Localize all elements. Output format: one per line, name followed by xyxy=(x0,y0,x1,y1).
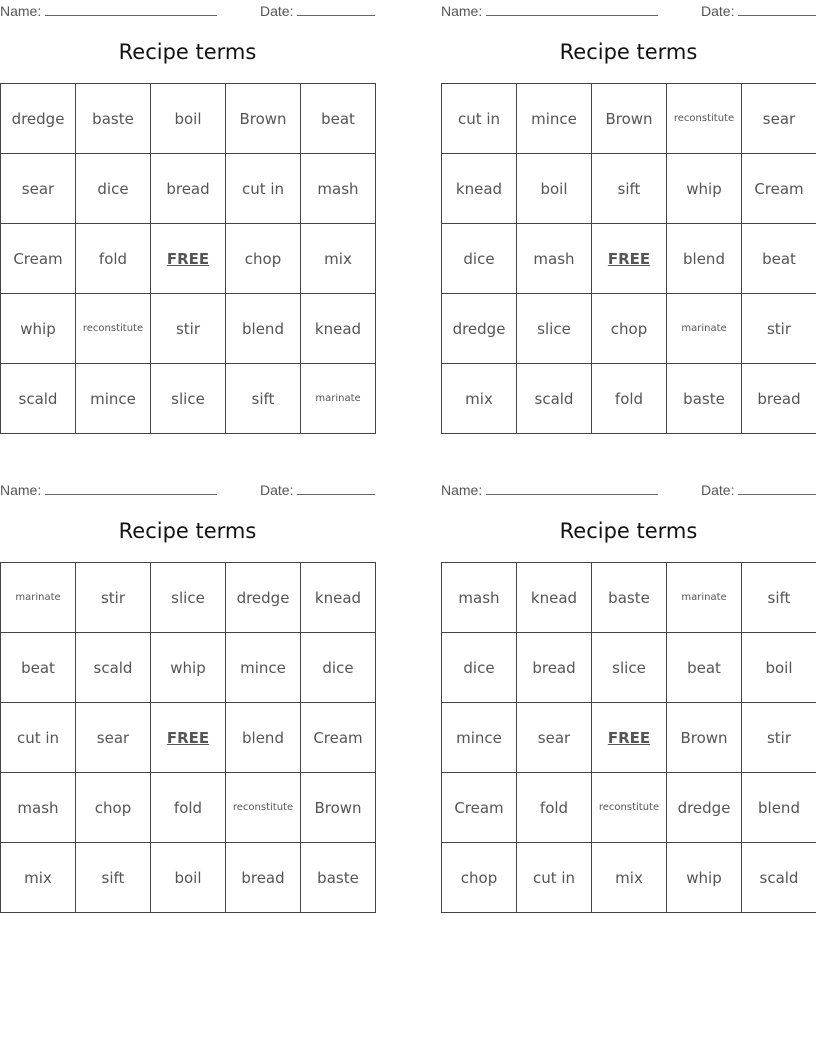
grid-cell: sift xyxy=(76,843,151,913)
grid-cell: beat xyxy=(301,84,376,154)
grid-cell: slice xyxy=(151,364,226,434)
grid-cell: whip xyxy=(667,154,742,224)
grid-cell: boil xyxy=(742,633,816,703)
grid-cell: Cream xyxy=(442,773,517,843)
grid-cell: Cream xyxy=(1,224,76,294)
grid-cell: beat xyxy=(667,633,742,703)
grid-cell: mix xyxy=(1,843,76,913)
grid-cell: stir xyxy=(76,563,151,633)
date-field xyxy=(701,481,816,498)
grid-cell: mash xyxy=(301,154,376,224)
grid-cell: stir xyxy=(742,703,816,773)
date-field xyxy=(260,481,375,498)
bingo-grid xyxy=(0,83,376,434)
grid-cell: cut in xyxy=(1,703,76,773)
grid-cell: mix xyxy=(592,843,667,913)
grid-cell: cut in xyxy=(517,843,592,913)
name-line xyxy=(45,2,217,16)
grid-cell: FREE xyxy=(151,703,226,773)
grid-cell: fold xyxy=(517,773,592,843)
grid-cell: dice xyxy=(442,633,517,703)
date-field xyxy=(260,2,375,19)
grid-row xyxy=(1,364,376,434)
grid-cell: chop xyxy=(442,843,517,913)
name-label: Name: xyxy=(441,482,483,498)
grid-row xyxy=(442,843,816,913)
grid-cell: stir xyxy=(151,294,226,364)
card-title: Recipe terms xyxy=(559,519,698,543)
grid-cell: sear xyxy=(517,703,592,773)
grid-row xyxy=(442,84,816,154)
grid-cell: blend xyxy=(667,224,742,294)
grid-cell: baste xyxy=(76,84,151,154)
grid-cell: whip xyxy=(667,843,742,913)
grid-cell: bread xyxy=(517,633,592,703)
grid-cell: reconstitute xyxy=(592,773,667,843)
grid-cell: reconstitute xyxy=(226,773,301,843)
name-field xyxy=(0,2,217,19)
grid-cell: sift xyxy=(742,563,816,633)
grid-cell: sear xyxy=(1,154,76,224)
card-title: Recipe terms xyxy=(118,519,257,543)
grid-cell: boil xyxy=(517,154,592,224)
grid-cell: fold xyxy=(76,224,151,294)
grid-cell: marinate xyxy=(667,294,742,364)
grid-row xyxy=(1,843,376,913)
grid-cell: slice xyxy=(151,563,226,633)
grid-cell: reconstitute xyxy=(76,294,151,364)
grid-cell: mince xyxy=(76,364,151,434)
date-label: Date: xyxy=(701,482,735,498)
date-line xyxy=(738,481,816,495)
grid-cell: dredge xyxy=(442,294,517,364)
card-title: Recipe terms xyxy=(118,40,257,64)
grid-cell: blend xyxy=(742,773,816,843)
grid-row xyxy=(442,364,816,434)
bingo-grid xyxy=(441,83,816,434)
grid-cell: Brown xyxy=(592,84,667,154)
grid-row xyxy=(442,703,816,773)
grid-cell: whip xyxy=(151,633,226,703)
name-line xyxy=(486,2,658,16)
grid-cell: marinate xyxy=(667,563,742,633)
grid-cell: chop xyxy=(76,773,151,843)
grid-cell: mash xyxy=(442,563,517,633)
grid-cell: marinate xyxy=(1,563,76,633)
name-field xyxy=(441,481,658,498)
grid-cell: dice xyxy=(301,633,376,703)
grid-cell: scald xyxy=(76,633,151,703)
grid-cell: dredge xyxy=(667,773,742,843)
card-header xyxy=(0,2,375,20)
grid-cell: Brown xyxy=(667,703,742,773)
grid-cell: FREE xyxy=(151,224,226,294)
grid-cell: knead xyxy=(301,563,376,633)
grid-cell: bread xyxy=(742,364,816,434)
grid-cell: dice xyxy=(442,224,517,294)
grid-row xyxy=(442,563,816,633)
grid-cell: bread xyxy=(226,843,301,913)
grid-cell: sift xyxy=(592,154,667,224)
grid-cell: knead xyxy=(517,563,592,633)
grid-cell: cut in xyxy=(226,154,301,224)
grid-cell: sear xyxy=(742,84,816,154)
grid-cell: mix xyxy=(301,224,376,294)
grid-cell: baste xyxy=(592,563,667,633)
grid-cell: mince xyxy=(442,703,517,773)
grid-row xyxy=(1,633,376,703)
date-field xyxy=(701,2,816,19)
date-label: Date: xyxy=(260,482,294,498)
grid-cell: blend xyxy=(226,294,301,364)
grid-cell: chop xyxy=(226,224,301,294)
grid-cell: reconstitute xyxy=(667,84,742,154)
grid-row xyxy=(1,154,376,224)
grid-cell: marinate xyxy=(301,364,376,434)
grid-cell: fold xyxy=(151,773,226,843)
grid-cell: dredge xyxy=(1,84,76,154)
grid-cell: FREE xyxy=(592,224,667,294)
grid-cell: sift xyxy=(226,364,301,434)
date-line xyxy=(738,2,816,16)
grid-cell: Brown xyxy=(301,773,376,843)
name-field xyxy=(0,481,217,498)
grid-cell: beat xyxy=(1,633,76,703)
name-label: Name: xyxy=(441,3,483,19)
grid-cell: stir xyxy=(742,294,816,364)
grid-cell: baste xyxy=(667,364,742,434)
name-line xyxy=(45,481,217,495)
grid-cell: slice xyxy=(517,294,592,364)
grid-row xyxy=(442,294,816,364)
grid-cell: knead xyxy=(301,294,376,364)
grid-cell: fold xyxy=(592,364,667,434)
grid-cell: mash xyxy=(1,773,76,843)
card-header xyxy=(0,481,375,499)
card-title: Recipe terms xyxy=(559,40,698,64)
name-label: Name: xyxy=(0,482,42,498)
card-header xyxy=(441,481,816,499)
grid-cell: mash xyxy=(517,224,592,294)
bingo-grid xyxy=(0,562,376,913)
grid-cell: scald xyxy=(1,364,76,434)
grid-row xyxy=(1,84,376,154)
card-header xyxy=(441,2,816,20)
grid-cell: sear xyxy=(76,703,151,773)
grid-cell: bread xyxy=(151,154,226,224)
grid-cell: whip xyxy=(1,294,76,364)
grid-row xyxy=(1,294,376,364)
grid-cell: FREE xyxy=(592,703,667,773)
grid-row xyxy=(442,154,816,224)
grid-cell: knead xyxy=(442,154,517,224)
grid-cell: scald xyxy=(742,843,816,913)
grid-row xyxy=(1,773,376,843)
grid-cell: baste xyxy=(301,843,376,913)
grid-cell: boil xyxy=(151,843,226,913)
bingo-grid xyxy=(441,562,816,913)
name-label: Name: xyxy=(0,3,42,19)
grid-row xyxy=(442,224,816,294)
date-line xyxy=(297,481,375,495)
grid-cell: dice xyxy=(76,154,151,224)
date-line xyxy=(297,2,375,16)
grid-cell: beat xyxy=(742,224,816,294)
grid-cell: scald xyxy=(517,364,592,434)
grid-cell: mix xyxy=(442,364,517,434)
grid-row xyxy=(442,633,816,703)
name-field xyxy=(441,2,658,19)
grid-cell: slice xyxy=(592,633,667,703)
grid-cell: boil xyxy=(151,84,226,154)
grid-row xyxy=(1,224,376,294)
grid-row xyxy=(1,703,376,773)
grid-cell: Cream xyxy=(742,154,816,224)
grid-cell: mince xyxy=(517,84,592,154)
grid-cell: mince xyxy=(226,633,301,703)
grid-cell: chop xyxy=(592,294,667,364)
date-label: Date: xyxy=(701,3,735,19)
grid-cell: cut in xyxy=(442,84,517,154)
date-label: Date: xyxy=(260,3,294,19)
grid-cell: dredge xyxy=(226,563,301,633)
grid-cell: blend xyxy=(226,703,301,773)
name-line xyxy=(486,481,658,495)
grid-cell: Cream xyxy=(301,703,376,773)
grid-row xyxy=(442,773,816,843)
grid-cell: Brown xyxy=(226,84,301,154)
grid-row xyxy=(1,563,376,633)
